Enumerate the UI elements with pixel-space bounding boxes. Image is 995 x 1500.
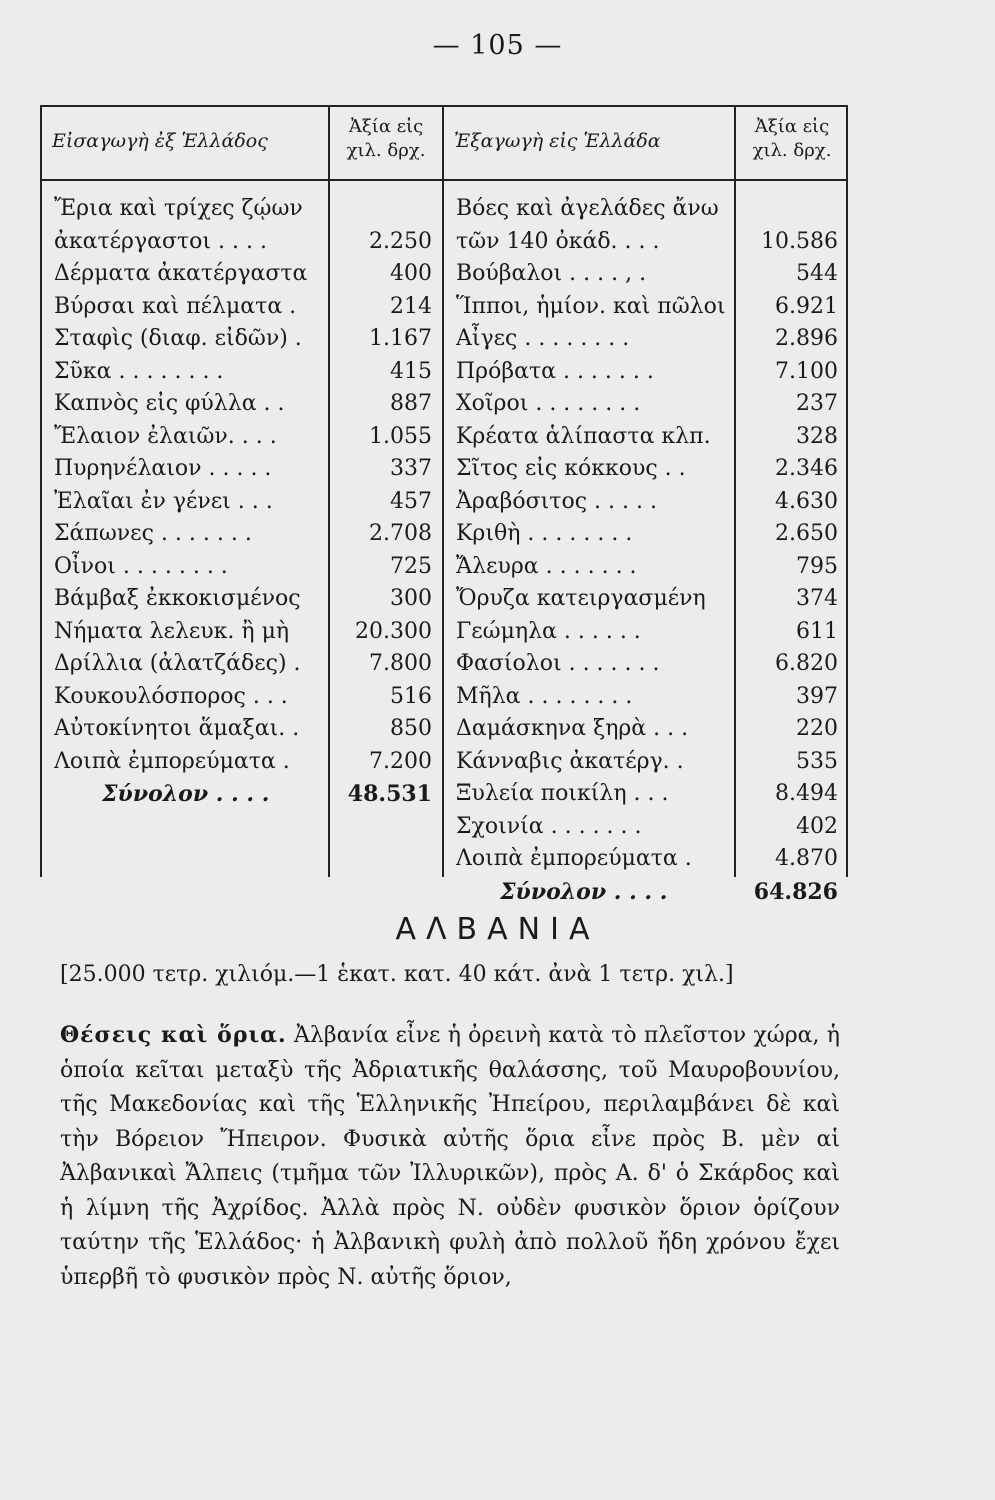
export-item-value: 237 <box>796 391 838 416</box>
export-item-value: 220 <box>796 716 838 741</box>
import-item-value: 400 <box>390 261 432 286</box>
export-item-label: Σῖτος εἰς κόκκους . . <box>456 456 686 481</box>
import-item-value: 887 <box>390 391 432 416</box>
import-item-label: Νήματα λελευκ. ἢ μὴ <box>54 618 290 644</box>
table-row <box>42 486 846 519</box>
import-item-label: Ἔρια καὶ τρίχες ζῴων <box>54 196 303 221</box>
export-item-label: Αἶγες . . . . . . . . <box>456 326 630 351</box>
export-item-value: 6.820 <box>775 651 838 676</box>
export-item-label: Ἵπποι, ἡμίον. καὶ πῶλοι <box>456 293 726 319</box>
import-item-value: 214 <box>390 293 432 319</box>
export-item-label: Ὄρυζα κατειργασμένη <box>456 586 706 611</box>
table-row <box>42 518 846 551</box>
export-header: Ἐξαγωγὴ εἰς Ἑλλάδα <box>454 130 661 152</box>
export-item-value: 10.586 <box>761 228 838 254</box>
table-row <box>42 226 846 259</box>
header-divider <box>42 179 846 181</box>
export-total-value: 64.826 <box>753 878 838 905</box>
export-item-label: Πρόβατα . . . . . . . <box>456 358 654 384</box>
import-item-value: 2.708 <box>369 521 432 546</box>
import-item-value: 2.250 <box>369 228 432 254</box>
table-row <box>42 811 846 844</box>
export-item-label: Ἄλευρα . . . . . . . <box>456 553 637 579</box>
table-body <box>42 193 846 908</box>
section-subtitle: [25.000 τετρ. χιλιόμ.—1 ἑκατ. κατ. 40 κάτ. ἀνὰ 1 τετρ. χιλ.] <box>60 962 734 987</box>
export-item-value: 4.870 <box>775 846 838 871</box>
export-item-value: 535 <box>796 748 838 774</box>
export-item-label: Σχοινία . . . . . . . <box>456 813 642 839</box>
export-item-label: Κρέατα ἁλίπαστα κλπ. <box>456 423 711 449</box>
export-item-label: Δαμάσκηνα ξηρὰ . . . <box>456 716 689 741</box>
export-item-value: 544 <box>796 261 838 286</box>
table-row <box>42 876 846 909</box>
import-item-value: 516 <box>390 683 432 709</box>
import-item-label: Σάπωνες . . . . . . . <box>54 521 252 546</box>
import-item-value: 850 <box>390 716 432 741</box>
import-item-label: Σταφὶς (διαφ. εἰδῶν) . <box>54 326 302 351</box>
import-total-label: Σύνολον . . . . <box>102 781 270 807</box>
import-header: Εἰσαγωγὴ ἐξ Ἑλλάδος <box>52 130 268 152</box>
body-paragraph <box>60 1018 840 1295</box>
import-item-label: Κουκουλόσπορος . . . <box>54 683 288 709</box>
import-item-label: ἀκατέργαστοι . . . . <box>54 228 267 254</box>
page-number: — 105 — <box>432 30 563 61</box>
export-item-label: Μῆλα . . . . . . . . <box>456 683 633 709</box>
export-item-value: 8.494 <box>775 781 838 806</box>
import-item-value: 337 <box>390 456 432 481</box>
import-item-value: 1.167 <box>369 326 432 351</box>
export-item-label: Κριθὴ . . . . . . . . <box>456 521 633 546</box>
export-item-label: Βούβαλοι . . . . , . <box>456 261 647 286</box>
export-item-value: 397 <box>796 683 838 709</box>
table-row <box>42 356 846 389</box>
import-item-label: Ἔλαιον ἐλαιῶν. . . . <box>54 423 277 449</box>
export-item-value: 2.650 <box>775 521 838 546</box>
export-item-value: 4.630 <box>775 488 838 514</box>
import-item-label: Ἐλαῖαι ἐν γένει . . . <box>54 488 273 514</box>
table-row <box>42 388 846 421</box>
export-total-label: Σύνολον . . . . <box>500 878 668 905</box>
export-item-value: 374 <box>796 586 838 611</box>
table-row <box>42 583 846 616</box>
import-item-value: 415 <box>390 358 432 384</box>
table-row <box>42 778 846 811</box>
import-item-value: 300 <box>390 586 432 611</box>
table-row <box>42 681 846 714</box>
table-row <box>42 746 846 779</box>
export-item-value: 402 <box>796 813 838 839</box>
table-row <box>42 291 846 324</box>
paragraph-lead: Θέσεις καὶ ὅρια. <box>60 1022 287 1048</box>
table-row <box>42 323 846 356</box>
import-item-value: 7.800 <box>369 651 432 676</box>
export-item-label: Φασίολοι . . . . . . . <box>456 651 660 676</box>
import-item-value: 457 <box>390 488 432 514</box>
table-row <box>42 551 846 584</box>
export-item-label: Ἀραβόσιτος . . . . . <box>456 488 657 514</box>
table-row <box>42 421 846 454</box>
import-item-value: 1.055 <box>369 423 432 449</box>
import-item-label: Βύρσαι καὶ πέλματα . <box>54 293 297 319</box>
export-item-value: 2.896 <box>775 326 838 351</box>
section-title: ΑΛΒΑΝΙΑ <box>395 912 600 947</box>
export-item-value: 6.921 <box>775 293 838 319</box>
import-value-header: Ἀξία εἰς χιλ. δρχ. <box>346 116 426 161</box>
table-row <box>42 453 846 486</box>
export-item-value: 7.100 <box>775 358 838 384</box>
import-item-value: 20.300 <box>355 618 432 644</box>
import-item-label: Βάμβαξ ἐκκοκισμένος <box>54 586 301 611</box>
import-item-label: Δέρματα ἀκατέργαστα <box>54 261 308 286</box>
import-item-label: Πυρηνέλαιον . . . . . <box>54 456 272 481</box>
import-item-label: Δρίλλια (ἀλατζάδες) . <box>54 651 301 676</box>
table-row <box>42 193 846 226</box>
table-row <box>42 616 846 649</box>
trade-table <box>40 105 848 905</box>
table-row <box>42 648 846 681</box>
export-item-value: 611 <box>796 618 838 644</box>
import-item-value: 725 <box>390 553 432 579</box>
export-item-label: Κάνναβις ἀκατέργ. . <box>456 748 684 774</box>
export-item-label: Λοιπὰ ἐμπορεύματα . <box>456 846 692 871</box>
table-row <box>42 258 846 291</box>
import-item-label: Καπνὸς εἰς φύλλα . . <box>54 391 285 416</box>
table-row <box>42 843 846 876</box>
import-item-label: Σῦκα . . . . . . . . <box>54 358 224 384</box>
export-item-label: τῶν 140 ὀκάδ. . . . <box>456 228 660 254</box>
table-row <box>42 713 846 746</box>
import-item-label: Οἶνοι . . . . . . . . <box>54 553 228 579</box>
export-item-label: Ξυλεία ποικίλη . . . <box>456 781 669 806</box>
export-item-value: 328 <box>796 423 838 449</box>
export-item-label: Γεώμηλα . . . . . . <box>456 618 641 644</box>
import-item-label: Λοιπὰ ἐμπορεύματα . <box>54 748 290 774</box>
export-value-header: Ἀξία εἰς χιλ. δρχ. <box>752 116 832 161</box>
paragraph-text: Ἀλβανία εἶνε ἡ ὀρεινὴ κατὰ τὸ πλεῖστον χώρα, ἡ ὁποία κεῖται μεταξὺ τῆς Ἀδριατικῆς θαλάσσης, τοῦ Μαυροβουνίου, τῆς Μακεδονίας καὶ τῆς Ἑλληνικῆς Ἠπείρου, περιλαμβάνει δὲ καὶ τὴν Βόρειον Ἤπειρον. Φυσικὰ αὐτῆς ὅρια εἶνε πρὸς Β. μὲν αἱ Ἀλβανικαὶ Ἄλπεις (τμῆμα τῶν Ἰλλυρικῶν), πρὸς Α. δ' ὁ Σκάρδος καὶ ἡ λίμνη τῆς Ἀχρίδος. Ἀλλὰ πρὸς Ν. οὐδὲν φυσικὸν ὅριον ὁρίζουν ταύτην τῆς Ἑλλάδος· ἡ Ἀλβανικὴ φυλὴ ἀπὸ πολλοῦ ἤδη χρόνου ἔχει ὑπερβῆ τὸ φυσικὸν πρὸς Ν. αὐτῆς ὅριον, <box>60 1023 840 1290</box>
import-item-value: 7.200 <box>369 748 432 774</box>
import-item-label: Αὐτοκίνητοι ἅμαξαι. . <box>54 716 300 741</box>
export-item-value: 2.346 <box>775 456 838 481</box>
export-item-label: Βόες καὶ ἀγελάδες ἄνω <box>456 196 719 221</box>
export-item-value: 795 <box>796 553 838 579</box>
import-total-value: 48.531 <box>347 781 432 807</box>
export-item-label: Χοῖροι . . . . . . . . <box>456 391 641 416</box>
